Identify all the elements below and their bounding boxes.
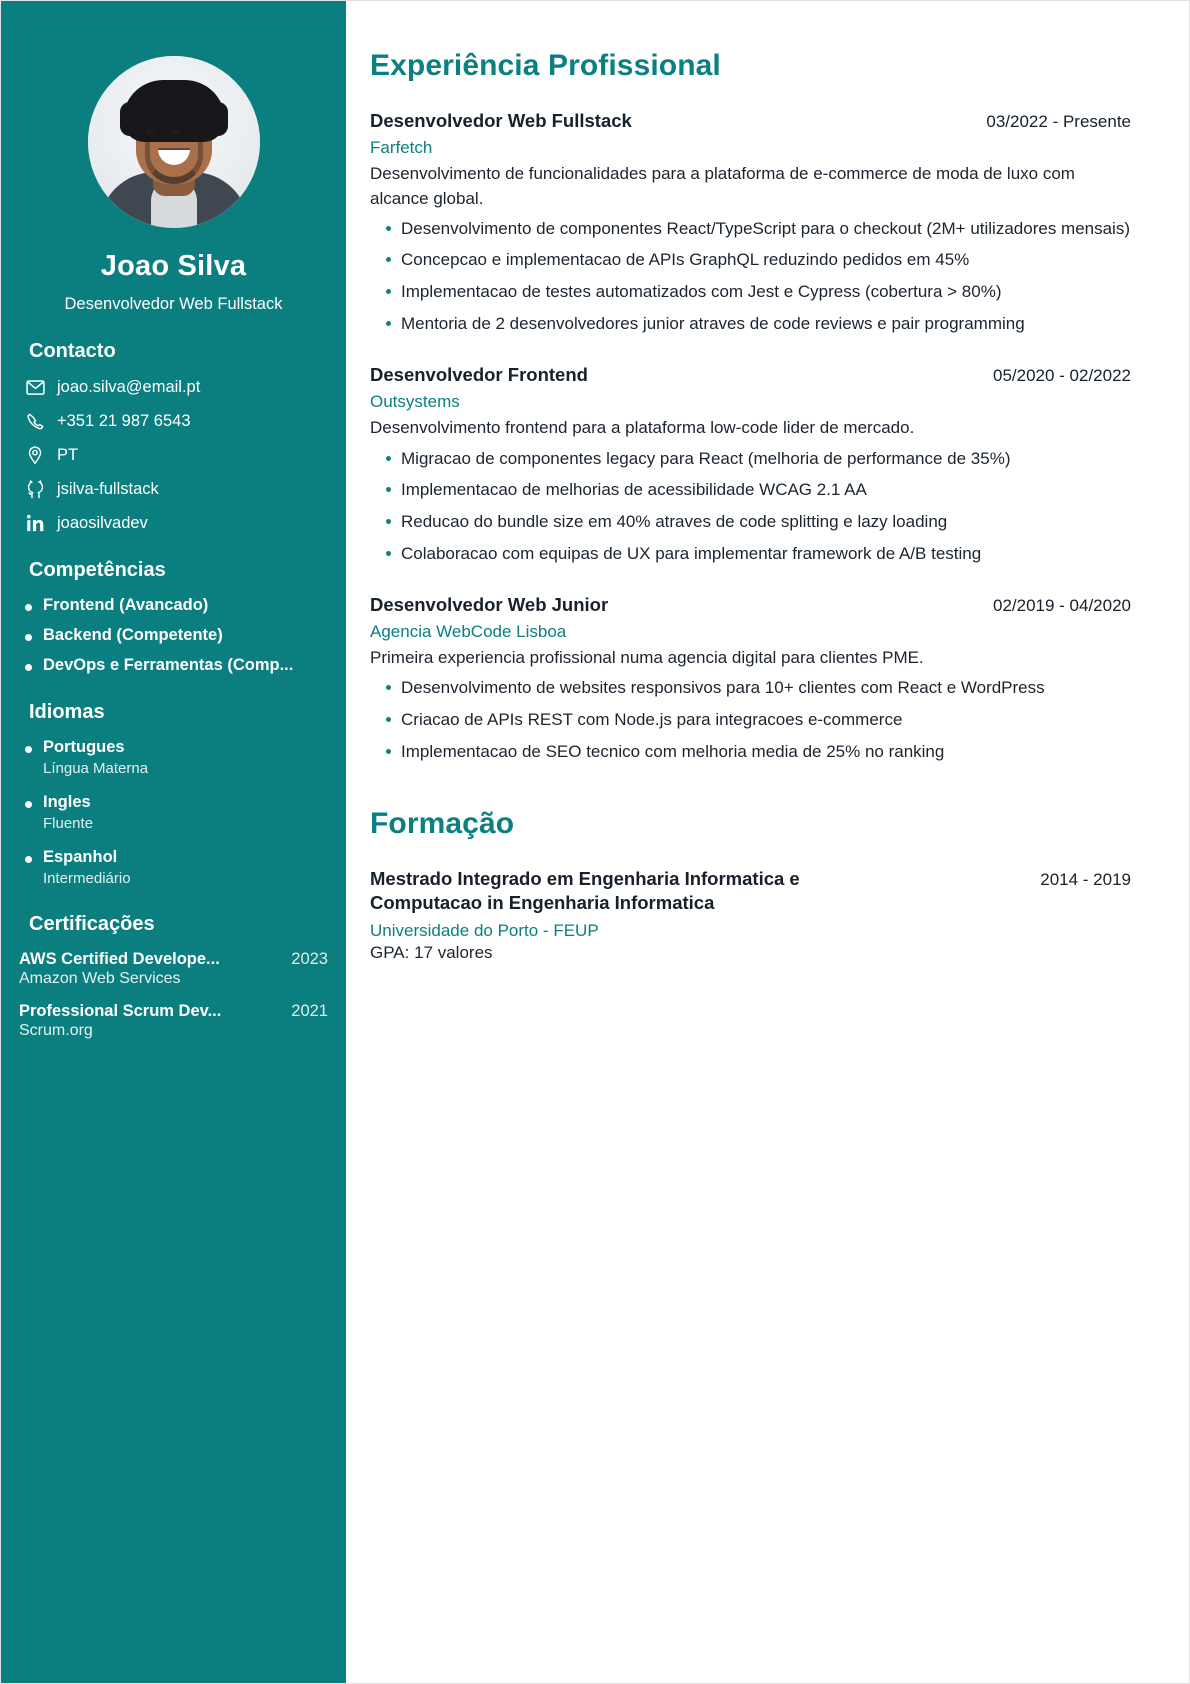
skills-heading: Competências bbox=[29, 559, 166, 581]
school-name: Universidade do Porto - FEUP bbox=[370, 920, 599, 940]
achievement-item: Migracao de componentes legacy para React (melhoria de performance de 35%) bbox=[370, 446, 1131, 472]
job-description: Desenvolvimento de funcionalidades para a plataforma de e-commerce de moda de luxo com alcance global. bbox=[370, 164, 1075, 208]
github-icon bbox=[25, 479, 45, 499]
achievement-item: Implementacao de SEO tecnico com melhoria media de 25% no ranking bbox=[370, 739, 1131, 765]
certification-item bbox=[1, 1002, 346, 1040]
contact-item-phone[interactable] bbox=[1, 411, 346, 431]
experience-entry bbox=[370, 109, 1131, 337]
contact-value-location: PT bbox=[57, 445, 79, 464]
language-name: Ingles bbox=[43, 793, 91, 811]
education-entry bbox=[370, 867, 1131, 963]
job-title: Desenvolvedor Web Fullstack bbox=[370, 110, 632, 131]
bullet-dot-icon bbox=[25, 746, 32, 753]
bullet-dot-icon bbox=[25, 664, 32, 671]
skill-label: Backend (Competente) bbox=[43, 626, 223, 644]
certifications-list bbox=[1, 950, 346, 1040]
bullet-dot-icon bbox=[25, 634, 32, 641]
contact-item-email[interactable] bbox=[1, 377, 346, 397]
job-company: Outsystems bbox=[370, 392, 460, 412]
achievement-item: Desenvolvimento de websites responsivos para 10+ clientes com React e WordPress bbox=[370, 675, 1131, 701]
job-company: Agencia WebCode Lisboa bbox=[370, 622, 567, 642]
bullet-dot-icon bbox=[25, 856, 32, 863]
job-company: Farfetch bbox=[370, 138, 433, 158]
job-achievements bbox=[370, 446, 1131, 567]
skill-item bbox=[1, 656, 346, 675]
skill-label: DevOps e Ferramentas (Comp... bbox=[43, 656, 294, 674]
achievement-item: Mentoria de 2 desenvolvedores junior atraves de code reviews e pair programming bbox=[370, 311, 1131, 337]
experience-section-title: Experiência Profissional bbox=[370, 49, 721, 82]
certification-name: AWS Certified Develope... bbox=[19, 950, 220, 968]
degree-title: Mestrado Integrado em Engenharia Informatica e Computacao in Engenharia Informatica bbox=[370, 867, 800, 914]
certification-name: Professional Scrum Dev... bbox=[19, 1002, 222, 1020]
location-pin-icon bbox=[25, 445, 45, 465]
bullet-dot-icon bbox=[25, 604, 32, 611]
language-level: Língua Materna bbox=[43, 760, 149, 777]
job-achievements bbox=[370, 216, 1131, 337]
contact-item-linkedin[interactable] bbox=[1, 513, 346, 533]
job-description: Desenvolvimento frontend para a plataforma low-code lider de mercado. bbox=[370, 418, 915, 438]
contact-item-github[interactable] bbox=[1, 479, 346, 499]
degree-date: 2014 - 2019 bbox=[1040, 869, 1131, 889]
language-item bbox=[1, 738, 346, 777]
job-date: 02/2019 - 04/2020 bbox=[992, 595, 1131, 615]
candidate-name: Joao Silva bbox=[100, 250, 247, 282]
language-name: Portugues bbox=[43, 738, 125, 756]
job-title: Desenvolvedor Frontend bbox=[370, 363, 588, 385]
certification-year: 2023 bbox=[291, 950, 328, 968]
email-icon bbox=[25, 377, 45, 397]
job-date: 05/2020 - 02/2022 bbox=[992, 365, 1131, 385]
certification-year: 2021 bbox=[291, 1002, 328, 1020]
contact-list bbox=[1, 377, 346, 533]
contact-heading: Contacto bbox=[29, 340, 116, 362]
languages-list bbox=[1, 738, 346, 887]
linkedin-icon bbox=[25, 513, 45, 533]
contact-value-email: joao.silva@email.pt bbox=[57, 377, 201, 396]
languages-heading: Idiomas bbox=[29, 701, 105, 723]
phone-icon bbox=[25, 411, 45, 431]
contact-value-phone: +351 21 987 6543 bbox=[57, 411, 191, 430]
achievement-item: Colaboracao com equipas de UX para implementar framework de A/B testing bbox=[370, 541, 1131, 567]
achievement-item: Reducao do bundle size em 40% atraves de code splitting e lazy loading bbox=[370, 509, 1131, 535]
job-title: Desenvolvedor Web Junior bbox=[370, 593, 609, 615]
experience-entry bbox=[370, 363, 1131, 567]
sidebar bbox=[1, 1, 346, 1683]
main-content bbox=[346, 1, 1189, 1683]
avatar-container bbox=[1, 1, 346, 228]
achievement-item: Concepcao e implementacao de APIs GraphQL reduzindo pedidos em 45% bbox=[370, 247, 1131, 273]
achievement-item: Implementacao de melhorias de acessibilidade WCAG 2.1 AA bbox=[370, 477, 1131, 503]
contact-item-location bbox=[1, 445, 346, 465]
experience-entry bbox=[370, 593, 1131, 765]
bullet-dot-icon bbox=[25, 801, 32, 808]
certification-issuer: Amazon Web Services bbox=[19, 970, 181, 987]
certifications-heading: Certificações bbox=[29, 913, 155, 935]
language-name: Espanhol bbox=[43, 848, 118, 866]
skills-list bbox=[1, 596, 346, 675]
degree-detail: GPA: 17 valores bbox=[370, 942, 493, 962]
certification-item bbox=[1, 950, 346, 988]
avatar bbox=[88, 56, 260, 228]
contact-value-linkedin: joaosilvadev bbox=[57, 513, 148, 532]
certification-issuer: Scrum.org bbox=[19, 1022, 93, 1039]
job-achievements bbox=[370, 675, 1131, 764]
language-item bbox=[1, 848, 346, 887]
language-level: Intermediário bbox=[43, 870, 131, 887]
skill-item bbox=[1, 596, 346, 615]
achievement-item: Criacao de APIs REST com Node.js para integracoes e-commerce bbox=[370, 707, 1131, 733]
contact-value-github: jsilva-fullstack bbox=[57, 479, 159, 498]
education-section-title: Formação bbox=[370, 806, 515, 840]
candidate-role: Desenvolvedor Web Fullstack bbox=[64, 295, 283, 313]
skill-item bbox=[1, 626, 346, 645]
language-item bbox=[1, 793, 346, 832]
job-date: 03/2022 - Presente bbox=[986, 112, 1131, 131]
achievement-item: Implementacao de testes automatizados com Jest e Cypress (cobertura > 80%) bbox=[370, 279, 1131, 305]
language-level: Fluente bbox=[43, 815, 94, 832]
skill-label: Frontend (Avancado) bbox=[43, 596, 209, 614]
job-description: Primeira experiencia profissional numa agencia digital para clientes PME. bbox=[370, 648, 924, 668]
achievement-item: Desenvolvimento de componentes React/TypeScript para o checkout (2M+ utilizadores mensais) bbox=[370, 216, 1131, 242]
